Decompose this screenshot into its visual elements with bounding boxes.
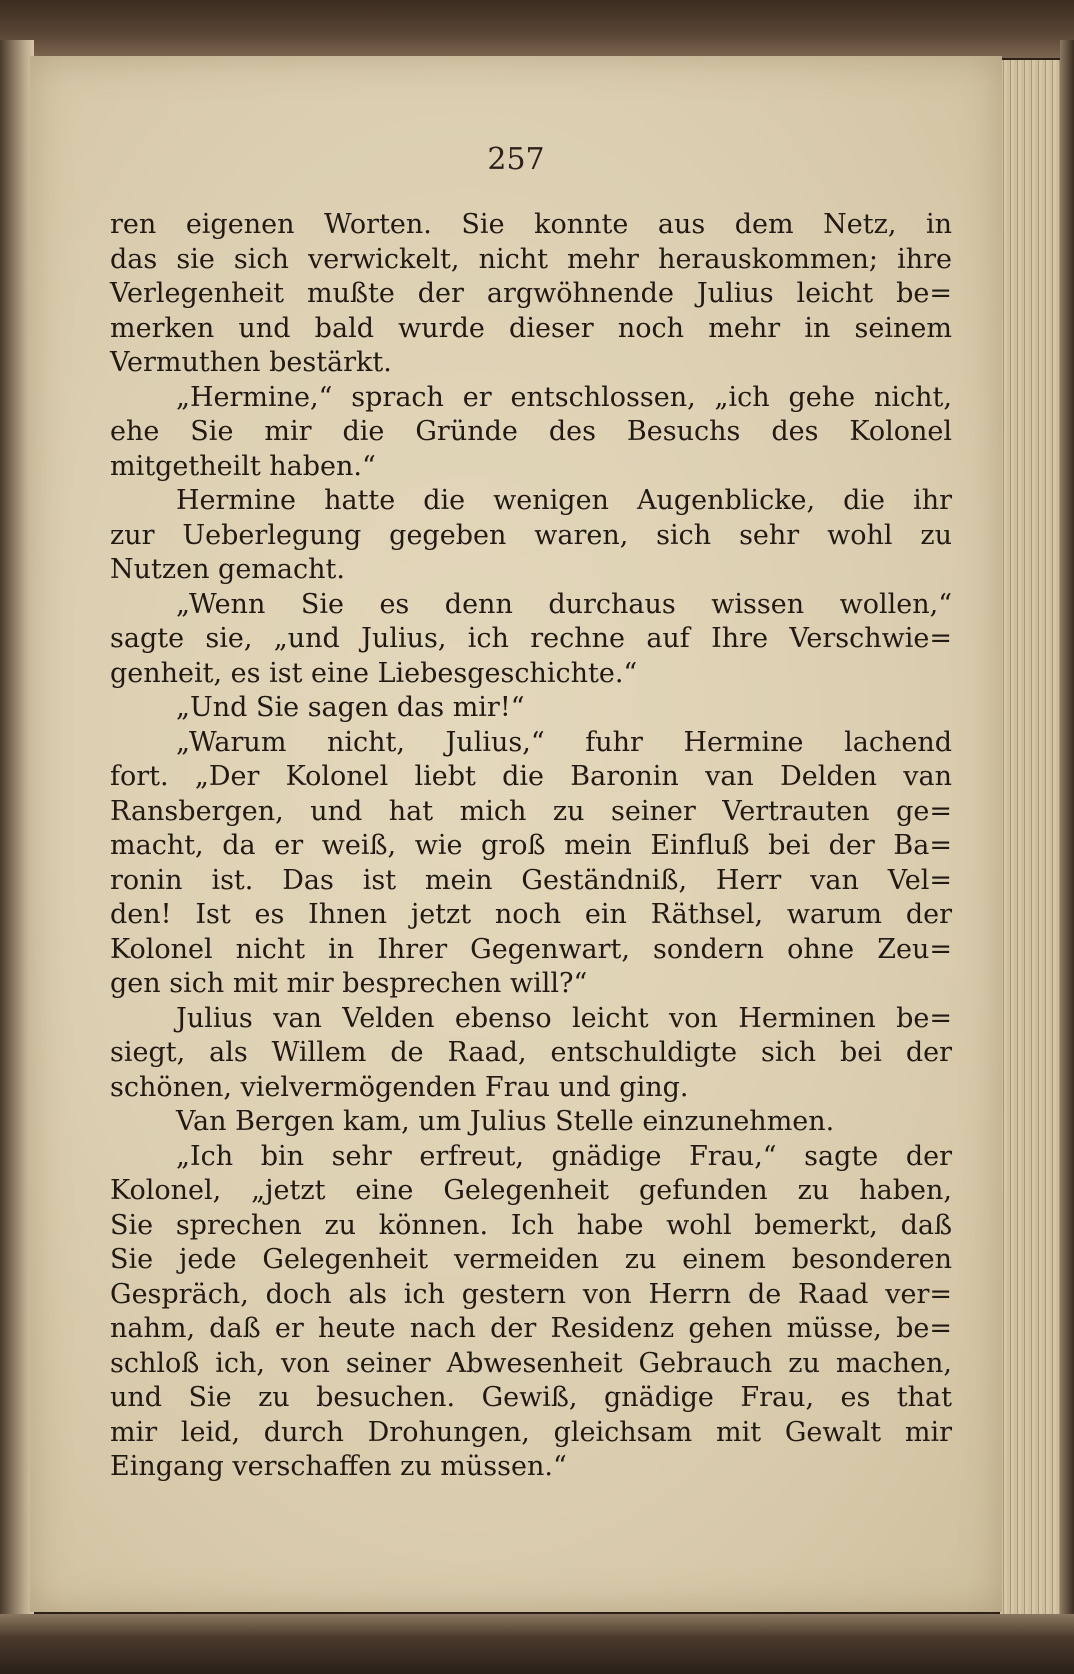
text-line: Eingang verschaffen zu müssen.“ [110, 1451, 567, 1482]
text-line: Vermuthen bestärkt. [110, 347, 392, 378]
text-line: den! Ist es Ihnen jetzt noch ein Räthsel, warum der [110, 899, 952, 930]
cover-edge-shadow [1060, 40, 1074, 1640]
text-line: genheit, es ist eine Liebesgeschichte.“ [110, 657, 638, 689]
text-line: das sie sich verwickelt, nicht mehr herauskommen; ihre [110, 243, 952, 275]
page-number: 257 [487, 142, 545, 177]
text-line: mitgetheilt haben.“ [110, 450, 376, 482]
text-line: gen sich mit mir besprechen will?“ [110, 968, 588, 999]
text-line: Verlegenheit mußte der argwöhnende Julius leicht be= [110, 278, 952, 309]
book-top-edge [0, 0, 1074, 58]
text-line: „Hermine,“ sprach er entschlossen, „ich gehe nicht, [176, 381, 952, 413]
text-line: nahm, daß er heute nach der Residenz gehen müsse, be= [110, 1313, 952, 1344]
text-line: Sie sprechen zu können. Ich habe wohl bemerkt, daß [110, 1209, 952, 1241]
text-line: macht, da er weiß, wie groß mein Einfluß bei der Ba= [110, 830, 952, 861]
text-line: Gespräch, doch als ich gestern von Herrn de Raad ver= [110, 1278, 952, 1310]
text-line: merken und bald wurde dieser noch mehr in seinem [110, 312, 952, 344]
text-line: „Wenn Sie es denn durchaus wissen wollen,“ [176, 588, 952, 620]
body-text [110, 208, 952, 1485]
text-line: ronin ist. Das ist mein Geständniß, Herr van Vel= [110, 864, 952, 896]
text-line: Kolonel nicht in Ihrer Gegenwart, sondern ohne Zeu= [110, 933, 952, 965]
text-line: Sie jede Gelegenheit vermeiden zu einem besonderen [110, 1244, 952, 1275]
book-spine-edge [0, 40, 34, 1640]
text-line: Kolonel, „jetzt eine Gelegenheit gefunden zu haben, [110, 1175, 952, 1206]
text-line: „Und Sie sagen das mir!“ [176, 692, 525, 723]
text-line: fort. „Der Kolonel liebt die Baronin van Delden van [110, 761, 952, 792]
text-line: Hermine hatte die wenigen Augenblicke, die ihr [176, 485, 952, 516]
text-line: Nutzen gemacht. [110, 554, 345, 585]
book-page [30, 56, 1002, 1612]
text-line: zur Ueberlegung gegeben waren, sich sehr wohl zu [110, 519, 952, 551]
text-line: mir leid, durch Drohungen, gleichsam mit Gewalt mir [110, 1416, 952, 1448]
text-line: und Sie zu besuchen. Gewiß, gnädige Frau, es that [110, 1382, 952, 1413]
text-line: sagte sie, „und Julius, ich rechne auf Ihre Verschwie= [110, 623, 952, 654]
text-line: schloß ich, von seiner Abwesenheit Gebrauch zu machen, [110, 1347, 952, 1379]
text-line: Ransbergen, und hat mich zu seiner Vertrauten ge= [110, 795, 952, 827]
text-line: Van Bergen kam, um Julius Stelle einzunehmen. [176, 1106, 835, 1137]
text-line: „Ich bin sehr erfreut, gnädige Frau,“ sagte der [176, 1140, 952, 1172]
text-line: ren eigenen Worten. Sie konnte aus dem Netz, in [110, 209, 952, 240]
text-line: ehe Sie mir die Gründe des Besuchs des Kolonel [110, 416, 952, 447]
text-line: „Warum nicht, Julius,“ fuhr Hermine lachend [176, 726, 952, 758]
book-bottom-edge [0, 1614, 1074, 1674]
text-line: Julius van Velden ebenso leicht von Herminen be= [176, 1002, 952, 1034]
text-line: siegt, als Willem de Raad, entschuldigte sich bei der [110, 1037, 952, 1068]
text-line: schönen, vielvermögenden Frau und ging. [110, 1071, 689, 1103]
